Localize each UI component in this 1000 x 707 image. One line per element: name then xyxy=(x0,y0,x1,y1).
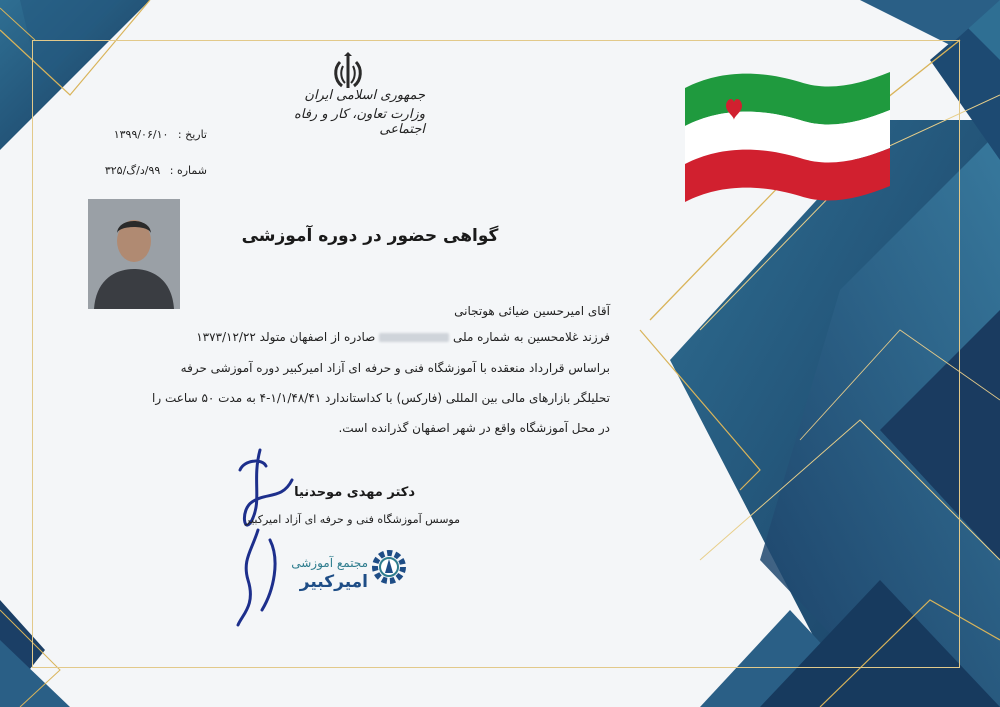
logo-title: امیرکبیر xyxy=(299,572,368,592)
body-line-4: تحلیلگر بازارهای مالی بین المللی (فارکس) با کداستاندارد ۱/۱/۴۸/۴۱-۴ به مدت ۵۰ ساعت را xyxy=(152,391,610,405)
date-field xyxy=(82,128,207,141)
amirkabir-gear-logo-icon xyxy=(367,545,411,589)
body-line-2-start: فرزند غلامحسین به شماره ملی xyxy=(452,330,610,344)
date-value: ۱۳۹۹/۰۶/۱۰ xyxy=(113,128,169,141)
number-field xyxy=(82,164,207,177)
gov-name: جمهوری اسلامی ایران xyxy=(304,88,425,103)
recipient-photo xyxy=(88,199,180,309)
body-line-2 xyxy=(60,330,610,344)
government-header xyxy=(255,88,425,137)
logo-subtitle: مجتمع آموزشی xyxy=(291,556,368,570)
national-id-redacted xyxy=(379,333,449,342)
signatory-role: موسس آموزشگاه فنی و حرفه ای آزاد امیرکبیر xyxy=(245,513,460,526)
certificate-title: گواهی حضور در دوره آموزشی xyxy=(241,226,499,246)
signatory-name: دکتر مهدی موحدنیا xyxy=(294,485,415,500)
date-label: تاریخ : xyxy=(177,128,207,141)
number-label: شماره : xyxy=(169,164,207,177)
body-line-5: در محل آموزشگاه واقع در شهر اصفهان گذرانده است. xyxy=(338,421,610,435)
body-line-3: براساس قرارداد منعقده با آموزشگاه فنی و حرفه ای آزاد امیرکبیر دوره آموزشی حرفه xyxy=(180,361,610,375)
recipient-name: آقای امیرحسین ضیائی هوتجانی xyxy=(454,304,610,318)
handwritten-signature xyxy=(222,440,312,630)
iran-emblem-icon xyxy=(328,52,368,92)
ministry-name: وزارت تعاون، کار و رفاه اجتماعی xyxy=(293,107,425,137)
number-value: ۹۹/د/گ/۳۲۵ xyxy=(104,164,161,177)
body-line-2-end: صادره از اصفهان متولد ۱۳۷۳/۱۲/۲۲ xyxy=(196,330,376,344)
